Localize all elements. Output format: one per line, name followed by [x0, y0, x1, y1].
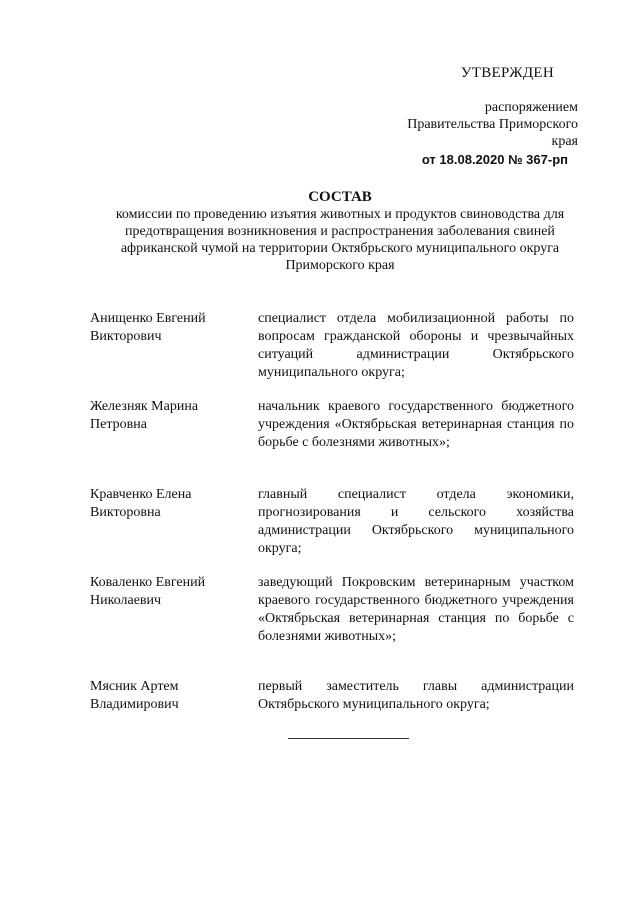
- member-name: Анищенко Евгений Викторович: [90, 311, 206, 344]
- member-row: [90, 486, 574, 574]
- members-list: [90, 310, 574, 728]
- approved-stamp: УТВЕРЖДЕН: [460, 65, 554, 81]
- approval-order-type: распоряжением: [484, 100, 578, 115]
- member-name: Кравченко Елена Викторовна: [90, 487, 192, 520]
- document-subtitle-line: африканской чумой на территории Октябрьского муниципального округа: [120, 241, 560, 256]
- member-name: Мясник Артем Владимирович: [90, 679, 179, 712]
- approval-order-number: от 18.08.2020 № 367-рп: [421, 152, 568, 167]
- document-title: СОСТАВ: [308, 189, 372, 205]
- member-row: [90, 310, 574, 398]
- member-position: начальник краевого государственного бюджетного учреждения «Октябрьская ветеринарная станция по борьбе с болезнями животных»;: [258, 399, 574, 450]
- closing-divider: [288, 738, 409, 739]
- approval-block: [378, 62, 578, 168]
- member-position: специалист отдела мобилизационной работы по вопросам гражданской обороны и чрезвычайных ситуаций администрации Октябрьского муниципального округа;: [258, 311, 574, 380]
- approval-issuer: Правительства Приморского края: [407, 117, 578, 149]
- document-subtitle-line: Приморского края: [285, 258, 395, 273]
- member-name: Железняк Марина Петровна: [90, 399, 199, 432]
- member-row: [90, 398, 574, 486]
- member-row: [90, 678, 574, 728]
- member-name: Коваленко Евгений Николаевич: [90, 575, 206, 608]
- member-position: заведующий Покровским ветеринарным участком краевого государственного бюджетного учреждения «Октябрьская ветеринарная станция по борьбе с болезнями животных»;: [258, 575, 574, 644]
- member-position: главный специалист отдела экономики, прогнозирования и сельского хозяйства администрации Октябрьского муниципального округа;: [258, 487, 574, 556]
- document-heading: [90, 188, 590, 274]
- document-subtitle-line: предотвращения возникновения и распространения заболевания свиней: [125, 224, 555, 239]
- member-position: первый заместитель главы администрации Октябрьского муниципального округа;: [258, 679, 574, 712]
- document-subtitle-line: комиссии по проведению изъятия животных и продуктов свиноводства для: [115, 207, 565, 222]
- member-row: [90, 574, 574, 678]
